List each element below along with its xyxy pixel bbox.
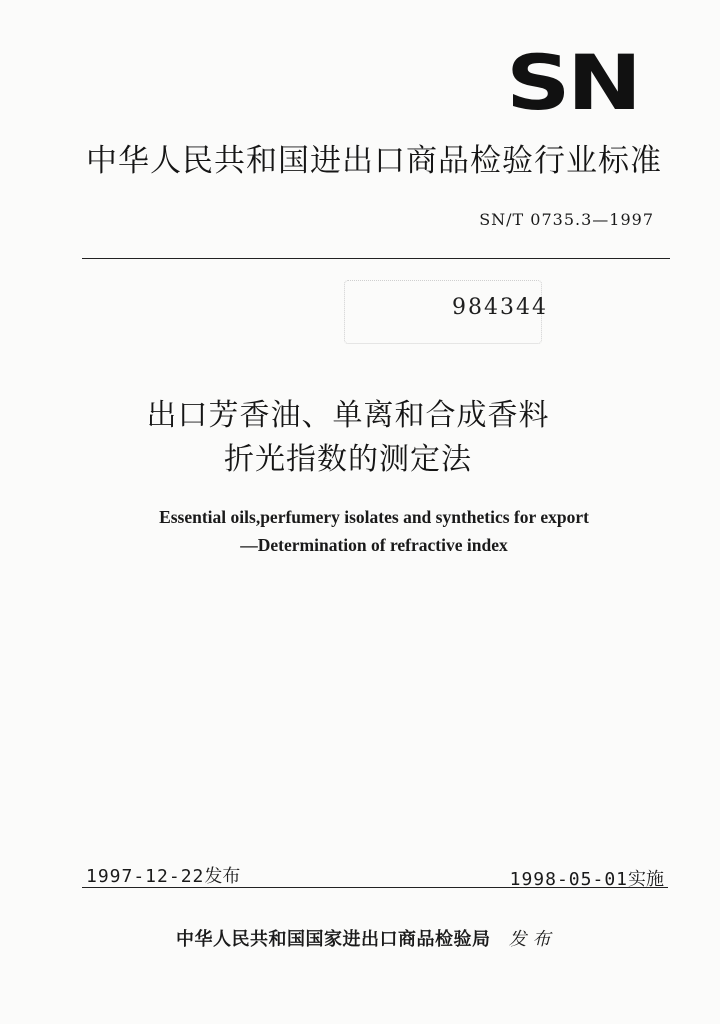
- chinese-title-line-2: 折光指数的测定法: [224, 442, 472, 477]
- sn-logo: SN: [506, 38, 639, 127]
- stamp-number: 984344: [452, 295, 548, 320]
- chinese-title-line-1: 出口芳香油、单离和合成香料: [146, 398, 550, 433]
- footer-divider: [82, 887, 668, 888]
- publisher-line: [176, 925, 557, 951]
- implementation-label: 实施: [628, 869, 664, 890]
- administration-title: 中华人民共和国进出口商品检验行业标准: [86, 143, 662, 179]
- issue-label: 发布: [204, 866, 241, 887]
- issue-date-block: [86, 862, 240, 888]
- english-title-line-2: —Determination of refractive index: [240, 535, 508, 555]
- english-title-line-1: Essential oils,perfumery isolates and synthetics for export: [159, 507, 589, 527]
- standard-number: SN/T 0735.3—1997: [479, 210, 654, 229]
- issue-date: 1997-12-22: [86, 866, 205, 887]
- publisher-name: 中华人民共和国国家进出口商品检验局: [176, 929, 491, 950]
- publisher-action: 发布: [508, 929, 557, 950]
- implementation-date: 1998-05-01: [509, 869, 628, 890]
- header-divider: [82, 258, 670, 259]
